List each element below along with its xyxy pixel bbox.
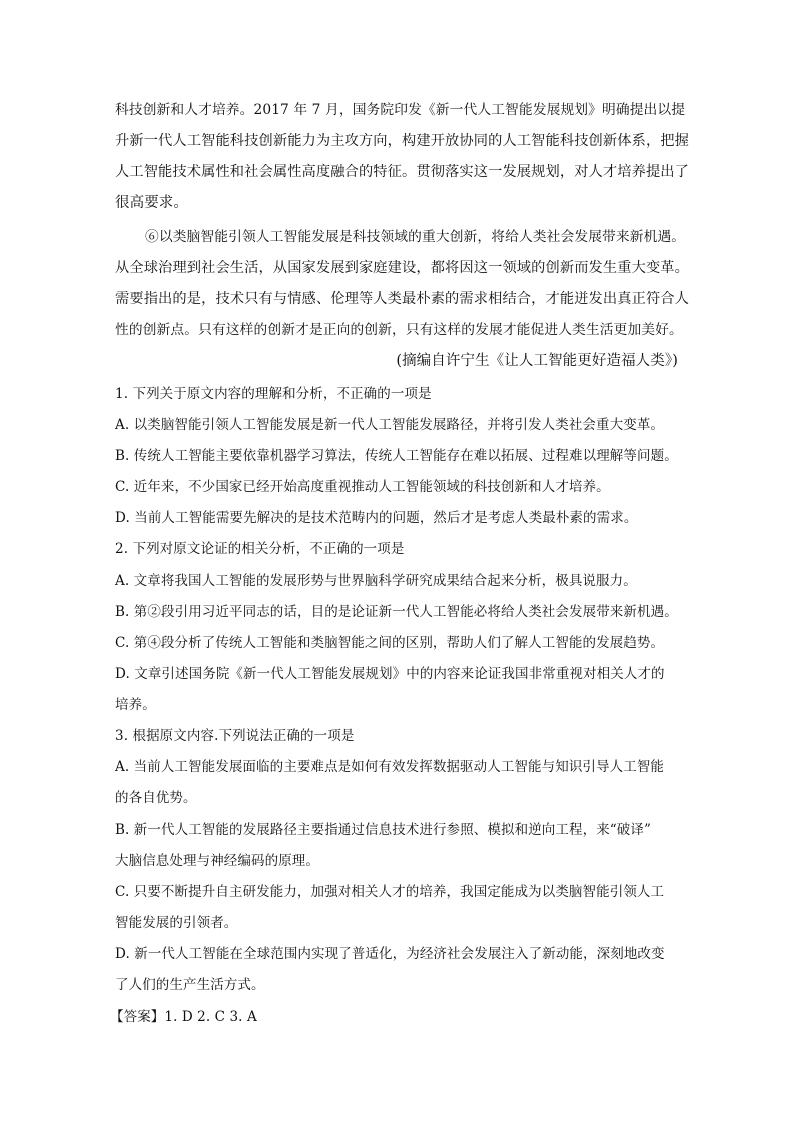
passage-line: 升新一代人工智能科技创新能力为主攻方向，构建开放协同的人工智能科技创新体系，把握 [115, 133, 690, 149]
option-2-d: D. 文章引述国务院《新一代人工智能发展规划》中的内容来论证我国非常重视对相关人才的 [115, 666, 665, 682]
option-3-b: B. 新一代人工智能的发展路径主要指通过信息技术进行参照、模拟和逆向工程，来“破译” [115, 822, 652, 838]
option-3-d: D. 新一代人工智能在全球范围内实现了普适化，为经济社会发展注入了新动能，深刻地改变 [115, 946, 665, 962]
option-3-c: C. 只要不断提升自主研发能力，加强对相关人才的培养，我国定能成为以类脑智能引领人工 [115, 884, 665, 900]
option-2-b: B. 第②段引用习近平同志的话，目的是论证新一代人工智能必将给人类社会发展带来新机遇。 [115, 604, 678, 620]
passage-line: ⑥以类脑智能引领人工智能发展是科技领域的重大创新，将给人类社会发展带来新机遇。 [145, 229, 686, 245]
option-1-c: C. 近年来，不少国家已经开始高度重视推动人工智能领域的科技创新和人才培养。 [115, 479, 610, 495]
passage-line: 人工智能技术属性和社会属性高度融合的特征。贯彻落实这一发展规划，对人才培养提出了 [115, 164, 690, 180]
passage-line: 科技创新和人才培养。2017 年 7 月，国务院印发《新一代人工智能发展规划》明确提出以提 [115, 102, 686, 118]
passage-line: 需要指出的是，技术只有与情感、伦理等人类最朴素的需求相结合，才能迸发出真正符合人 [115, 291, 690, 307]
option-2-d-cont: 培养。 [115, 697, 156, 713]
answer-key: 【答案】1. D 2. C 3. A [110, 1009, 257, 1025]
passage-line: 从全球治理到社会生活，从国家发展到家庭建设，都将因这一领域的创新而发生重大变革。 [115, 260, 690, 276]
option-1-d: D. 当前人工智能需要先解决的是技术范畴内的问题，然后才是考虑人类最朴素的需求。 [115, 510, 638, 526]
passage-source: (摘编自许宁生《让人工智能更好造福人类》) [396, 353, 678, 369]
option-1-b: B. 传统人工智能主要依靠机器学习算法，传统人工智能存在难以拓展、过程难以理解等问题。 [115, 448, 678, 464]
option-3-a-cont: 的各自优势。 [115, 790, 197, 806]
option-3-c-cont: 智能发展的引领者。 [115, 915, 238, 931]
question-stem: 2. 下列对原文论证的相关分析，不正确的一项是 [115, 541, 405, 557]
option-2-a: A. 文章将我国人工智能的发展形势与世界脑科学研究成果结合起来分析，极具说服力。 [115, 573, 637, 589]
question-stem: 3. 根据原文内容.下列说法正确的一项是 [115, 728, 355, 744]
option-3-a: A. 当前人工智能发展面临的主要难点是如何有效发挥数据驱动人工智能与知识引导人工智能 [115, 759, 665, 775]
option-3-d-cont: 了人们的生产生活方式。 [115, 977, 265, 993]
option-1-a: A. 以类脑智能引领人工智能发展是新一代人工智能发展路径，并将引发人类社会重大变革。 [115, 417, 665, 433]
option-3-b-cont: 大脑信息处理与神经编码的原理。 [115, 853, 319, 869]
passage-line: 性的创新点。只有这样的创新才是正向的创新，只有这样的发展才能促进人类生活更加美好。 [115, 322, 683, 338]
passage-line: 很高要求。 [115, 195, 188, 211]
question-stem: 1. 下列关于原文内容的理解和分析，不正确的一项是 [115, 386, 432, 402]
option-2-c: C. 第④段分析了传统人工智能和类脑智能之间的区别，帮助人们了解人工智能的发展趋势。 [115, 635, 665, 651]
